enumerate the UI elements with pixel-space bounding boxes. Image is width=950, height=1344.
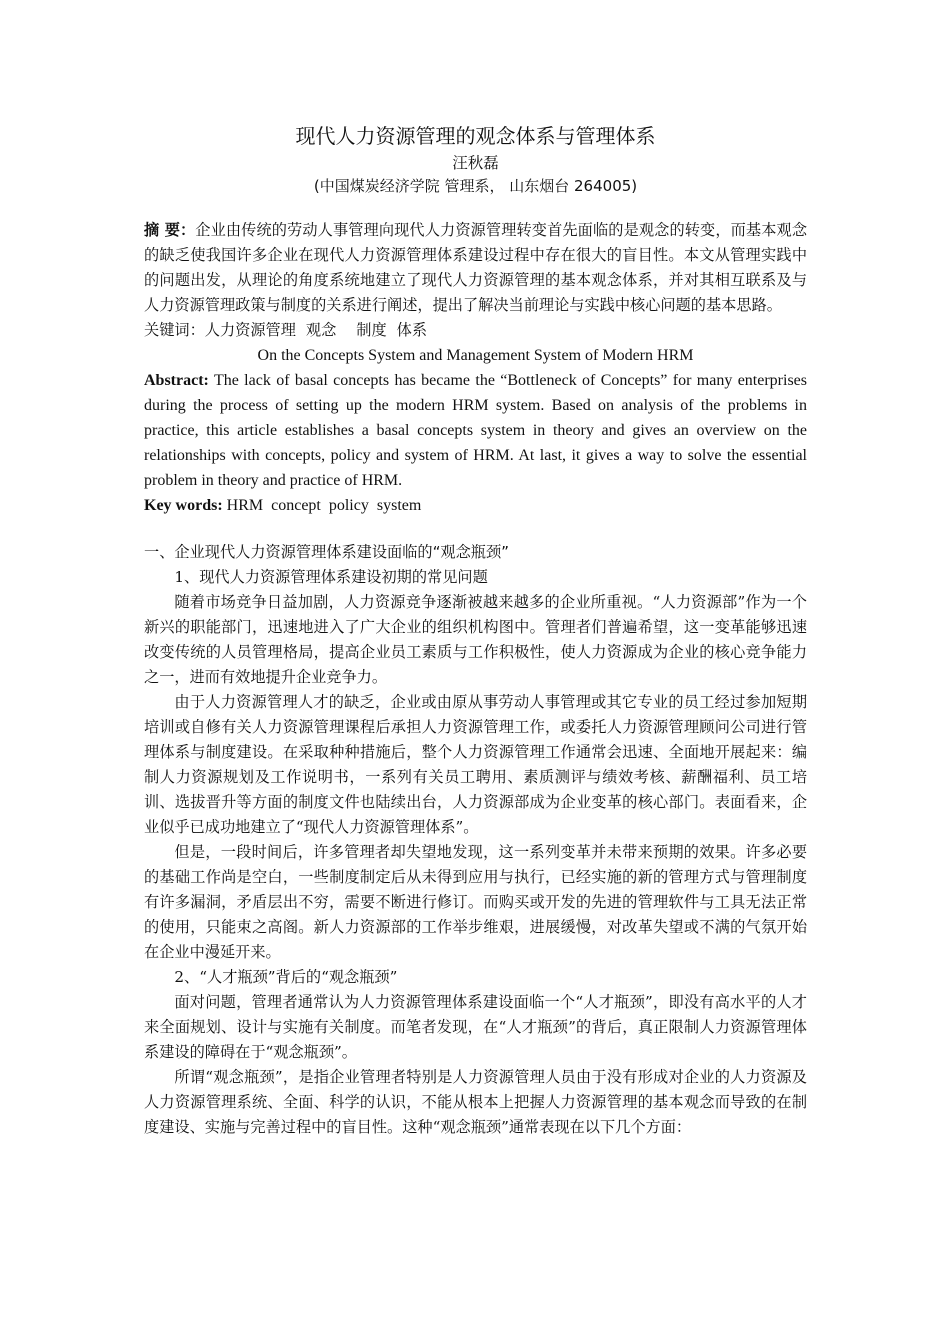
paragraph: 所谓“观念瓶颈”，是指企业管理者特别是人力资源管理人员由于没有形成对企业的人力资源及人力资源管理系统、全面、科学的认识，不能从根本上把握人力资源管理的基本观念而导致的在制度建设、实施与完善过程中的盲目性。这种“观念瓶颈”通常表现在以下几个方面： (144, 1068, 807, 1136)
abstract-cn-label: 摘 要： (144, 221, 196, 239)
keywords-cn (144, 318, 807, 343)
abstract-en-text: The lack of basal concepts has became the “Bottleneck of Concepts” for many enterprises during the process of setting up the modern HRM system. Based on analysis of the problems in practice, this article establishes a basal concepts system in theory and gives an overview on the relationships with concepts, policy and system of HRM. At last, it gives a way to solve the essential problem in theory and practice of HRM. (144, 372, 807, 489)
keyword-en: system (376, 497, 422, 514)
section-heading: 一、企业现代人力资源管理体系建设面临的“观念瓶颈” (144, 543, 510, 561)
keyword-cn: 人力资源管理 (204, 321, 296, 339)
document-page (144, 120, 807, 1140)
paragraph: 但是，一段时间后，许多管理者却失望地发现，这一系列变革并未带来预期的效果。许多必要的基础工作尚是空白，一些制度制定后从未得到应用与执行，已经实施的新的管理方式与管理制度有许多漏洞，矛盾层出不穷，需要不断进行修订。而购买或开发的先进的管理软件与工具无法正常的使用，只能束之高阁。新人力资源部的工作举步维艰，进展缓慢，对改革失望或不满的气氛开始在企业中漫延开来。 (144, 843, 807, 961)
paragraph: 面对问题，管理者通常认为人力资源管理体系建设面临一个“人才瓶颈”，即没有高水平的人才来全面规划、设计与实施有关制度。而笔者发现，在“人才瓶颈”的背后，真正限制人力资源管理体系建设的障碍在于“观念瓶颈”。 (144, 993, 807, 1061)
abstract-en-label: Abstract: (144, 372, 209, 389)
paragraph: 随着市场竞争日益加剧，人力资源竞争逐渐被越来越多的企业所重视。“人力资源部”作为一个新兴的职能部门，迅速地进入了广大企业的组织机构图中。管理者们普遍希望，这一变革能够迅速改变传统的人员管理格局，提高企业员工素质与工作积极性，使人力资源成为企业的核心竞争能力之一，进而有效地提升企业竞争力。 (144, 593, 807, 686)
subsection-heading: 1、现代人力资源管理体系建设初期的常见问题 (174, 568, 488, 586)
keywords-en-label: Key words: (144, 497, 223, 514)
abstract-cn-text: 企业由传统的劳动人事管理向现代人力资源管理转变首先面临的是观念的转变，而基本观念的缺乏使我国许多企业在现代人力资源管理体系建设过程中存在很大的盲目性。本文从管理实践中的问题出发，从理论的角度系统地建立了现代人力资源管理的基本观念体系，并对其相互联系及与人力资源管理政策与制度的关系进行阐述，提出了解决当前理论与实践中核心问题的基本思路。 (144, 221, 808, 314)
keyword-en: policy (328, 497, 369, 514)
keywords-cn-label: 关键词： (144, 321, 205, 339)
keywords-en (144, 493, 807, 518)
keyword-cn: 体系 (396, 321, 427, 339)
spacer (144, 518, 807, 540)
abstract-en (144, 368, 807, 493)
paper-author: 汪秋磊 (452, 154, 499, 172)
spacer (144, 198, 807, 218)
subsection-heading: 2、“人才瓶颈”背后的“观念瓶颈” (174, 968, 398, 986)
paper-title: 现代人力资源管理的观念体系与管理体系 (295, 124, 656, 148)
keyword-cn: 观念 (305, 321, 337, 339)
english-title: On the Concepts System and Management System of Modern HRM (257, 347, 694, 364)
paragraph: 由于人力资源管理人才的缺乏，企业或由原从事劳动人事管理或其它专业的员工经过参加短期培训或自修有关人力资源管理课程后承担人力资源管理工作，或委托人力资源管理顾问公司进行管理体系与制度建设。在采取种种措施后，整个人力资源管理工作通常会迅速、全面地开展起来：编制人力资源规划及工作说明书，一系列有关员工聘用、素质测评与绩效考核、薪酬福利、员工培训、选拔晋升等方面的制度文件也陆续出台，人力资源部成为企业变革的核心部门。表面看来，企业似乎已成功地建立了“现代人力资源管理体系”。 (144, 693, 807, 836)
keyword-en: HRM (226, 497, 264, 514)
abstract-cn (144, 218, 807, 318)
keyword-cn: 制度 (356, 321, 387, 339)
paper-affiliation: (中国煤炭经济学院 管理系， 山东烟台 264005) (313, 177, 638, 195)
keyword-en: concept (271, 497, 321, 514)
